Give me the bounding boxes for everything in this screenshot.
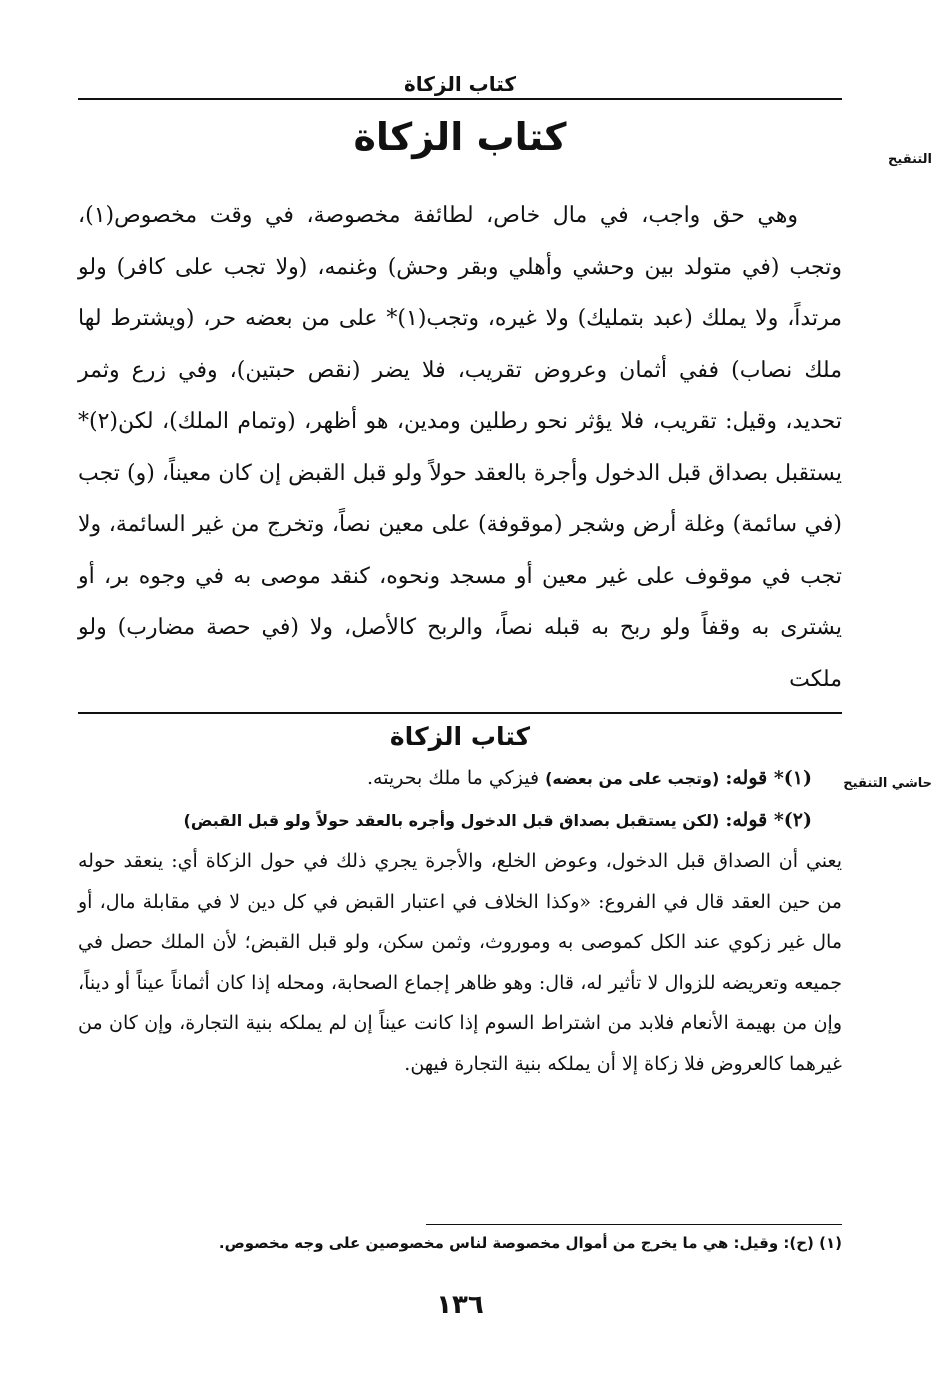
chapter-title: كتاب الزكاة	[353, 115, 567, 159]
header-rule	[78, 98, 842, 100]
side-label-tanqih: التنقيح	[888, 152, 932, 167]
note-1-quote: (وتجب على من بعضه)	[545, 769, 720, 788]
footnote-rule	[426, 1224, 842, 1225]
main-text	[78, 190, 842, 705]
side-label-hashi: حاشي التنقيح	[843, 776, 932, 791]
notes-title: كتاب الزكاة	[389, 722, 531, 751]
note-2-body: يعني أن الصداق قبل الدخول، وعوض الخلع، والأجرة يجري ذلك في حول الزكاة أي: ينعقد حوله من حين العقد قال في الفروع: «وكذا الخلاف في اعتبار القبض في كل دين لا في مقابلة مال، أو مال غير زكوي عند الكل كموصى به وموروث، وثمن سكن، ولو قبل القبض؛ لأن الملك حصل في جميعه وتعريضه للزوال لا تأثير له، قال: وهو ظاهر إجماع الصحابة، ومحله إذا كان أثماناً عيناً أو ديناً، وإن من بهيمة الأنعام فلابد من اشتراط السوم إذا كانت عيناً إن لم يملكه بنية التجارة، وإن كان من غيرهما كالعروض فلا زكاة إلا أن يملكه بنية التجارة فيهن.	[78, 850, 842, 1075]
note-2-lead: (٢)* قوله:	[725, 808, 812, 831]
note-1-text: فيزكي ما ملك بحريته.	[367, 767, 540, 789]
main-paragraph: وهي حق واجب، في مال خاص، لطائفة مخصوصة، في وقت مخصوص(١)، وتجب (في متولد بين وحشي وأهلي وبقر وحش) وغنمه، (ولا تجب على كافر) ولو مرتداً، ولا يملك (عبد بتمليك) ولا غيره، وتجب(١)* على من بعضه حر، (ويشترط لها ملك نصاب) ففي أثمان وعروض تقريب، فلا يضر (نقص حبتين)، وفي زرع وثمر تحديد، وقيل: تقريب، فلا يؤثر نحو رطلين ومدين، هو أظهر، (وتمام الملك)، لكن(٢)* يستقبل بصداق قبل الدخول وأجرة بالعقد حولاً ولو قبل القبض إن كان معيناً، (و) تجب (في سائمة) وغلة أرض وشجر (موقوفة) على معين نصاً، وتخرج من غير السائمة، ولا تجب في موقوف على غير معين أو مسجد ونحوه، كنقد موصى به في وجوه بر، أو يشترى به وقفاً ولو ربح به قبله نصاً، والربح كالأصل، ولا (في حصة مضارب) ولو ملكت	[78, 203, 843, 692]
page-number: ١٣٦	[436, 1290, 484, 1320]
note-2-quote: (لكن يستقبل بصداق قبل الدخول وأجره بالعقد حولاً ولو قبل القبض)	[183, 810, 720, 830]
note-1-lead: (١)* قوله:	[725, 767, 812, 789]
note-1	[78, 758, 842, 800]
notes-section	[78, 758, 842, 1084]
note-2	[78, 800, 842, 842]
running-header: كتاب الزكاة	[403, 72, 517, 96]
footnote: (١) (ح): وقيل: هي ما يخرج من أموال مخصوصة لناس مخصوصين على وجه مخصوص.	[218, 1234, 842, 1252]
section-divider	[78, 712, 842, 714]
